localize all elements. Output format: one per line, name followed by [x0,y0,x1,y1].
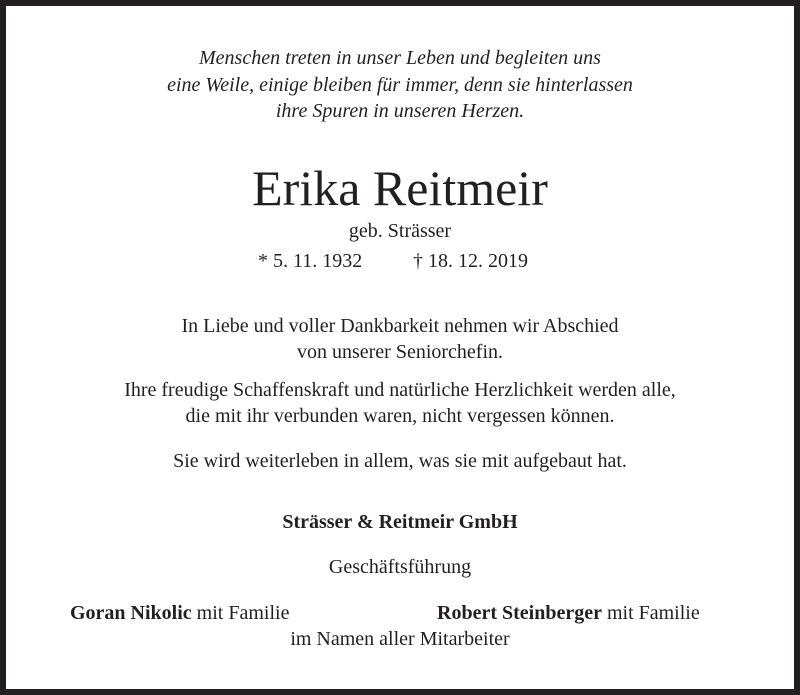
body-line: Ihre freudige Schaffenskraft und natürliche Herzlichkeit werden alle, [124,379,676,401]
signatory-name: Goran Nikolic [70,602,192,624]
death-date: † 18. 12. 2019 [413,250,528,272]
body-line: von unserer Seniorchefin. [296,341,504,363]
signatory-1 [70,601,289,625]
signatory-name: Robert Steinberger [437,602,602,624]
footer-line: im Namen aller Mitarbeiter [290,628,510,650]
company-name: Strässer & Reitmeir GmbH [282,511,518,533]
verse-line: Menschen treten in unser Leben und begleiten uns [199,47,601,69]
body-line: In Liebe und voller Dankbarkeit nehmen wir Abschied [181,315,619,337]
deceased-name: Erika Reitmeir [252,160,548,216]
birth-date: * 5. 11. 1932 [258,250,363,272]
signatory-2 [437,601,700,625]
body-line: Sie wird weiterleben in allem, was sie mit aufgebaut hat. [173,450,627,472]
maiden-name: geb. Strässer [348,220,452,242]
signatory-suffix: mit Familie [196,602,290,624]
body-line: die mit ihr verbunden waren, nicht vergessen können. [185,405,615,427]
signatory-suffix: mit Familie [606,602,700,624]
verse-line: eine Weile, einige bleiben für immer, denn sie hinterlassen [167,74,633,96]
obituary-card [6,6,794,689]
verse-line: ihre Spuren in unseren Herzen. [275,100,525,122]
management-label: Geschäftsführung [328,556,472,578]
